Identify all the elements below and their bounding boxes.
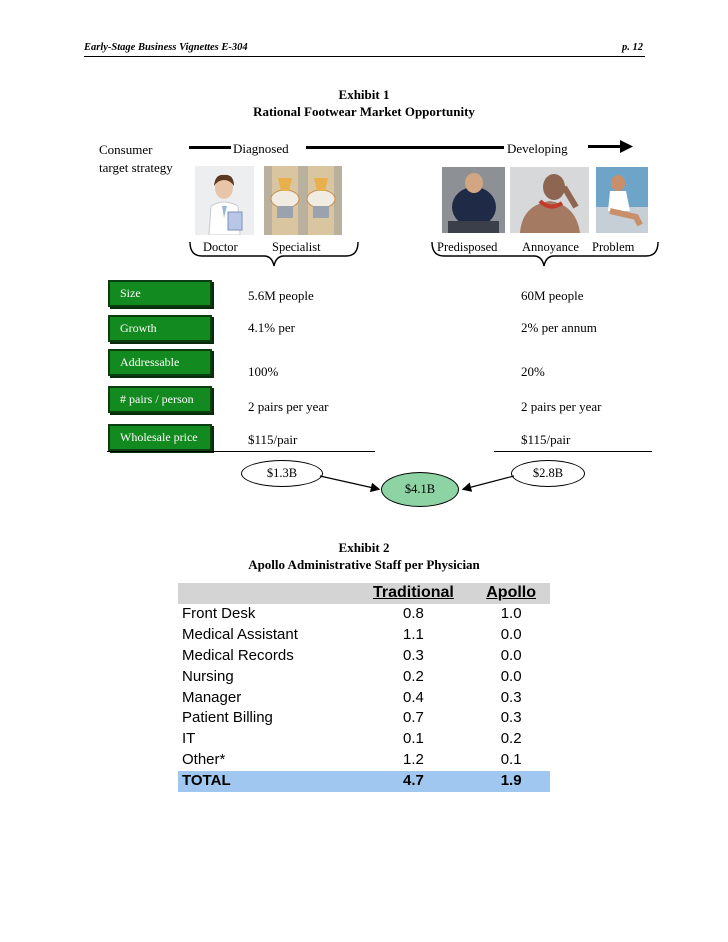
traditional-value: 1.1 <box>402 625 424 643</box>
growth-diagnosed: 4.1% per <box>248 320 295 335</box>
apollo-value: 0.1 <box>500 751 522 769</box>
addressable-developing: 20% <box>521 364 545 379</box>
label-doctor: Doctor <box>203 240 238 254</box>
header-blank <box>178 583 355 604</box>
size-developing: 60M people <box>521 288 584 303</box>
apollo-value: 0.2 <box>500 730 522 748</box>
total-apollo: 1.9 <box>472 771 550 792</box>
table-row <box>178 604 550 625</box>
sum-arrows <box>300 470 540 500</box>
price-developing: $115/pair <box>521 432 571 447</box>
exhibit2-number: Exhibit 2 <box>338 540 390 555</box>
grand-total-oval: $4.1B <box>381 472 459 507</box>
strategy-line-start <box>189 146 231 149</box>
row-label: Other* <box>182 751 226 769</box>
diagnosed-brace <box>186 236 362 272</box>
row-label: Manager <box>182 688 242 706</box>
label-annoyance: Annoyance <box>522 240 579 254</box>
total-traditional: 4.7 <box>355 771 473 792</box>
row-label: Front Desk <box>182 604 256 622</box>
metric-box-size: Size <box>108 280 212 307</box>
row-label: IT <box>182 730 196 748</box>
traditional-value: 0.8 <box>402 604 424 622</box>
pairs-developing: 2 pairs per year <box>521 399 602 414</box>
running-header-left: Early-Stage Business Vignettes E-304 <box>84 42 248 53</box>
specialist-knee-photo <box>264 166 342 235</box>
row-label: Nursing <box>182 667 234 685</box>
traditional-value: 0.1 <box>402 730 424 748</box>
traditional-value: 0.4 <box>402 688 424 706</box>
total-developing-oval: $2.8B <box>511 460 585 487</box>
apollo-value: 0.0 <box>500 667 522 685</box>
strategy-arrow-icon <box>588 139 634 155</box>
table-row <box>178 708 550 729</box>
column-traditional-label: Traditional <box>372 584 454 601</box>
strategy-label-line1: Consumer <box>99 142 153 157</box>
strategy-label-line2: target strategy <box>99 160 173 175</box>
annoyance-neck-pain-photo <box>510 167 589 233</box>
developing-sum-rule <box>494 451 652 452</box>
problem-injured-athlete-photo <box>596 167 648 233</box>
metric-box-price: Wholesale price <box>108 424 212 451</box>
apollo-value: 1.0 <box>500 604 522 622</box>
metric-box-addressable: Addressable <box>108 349 212 376</box>
apollo-value: 0.3 <box>500 688 522 706</box>
row-label: Medical Records <box>182 646 294 664</box>
diagnosed-sum-rule <box>107 451 375 452</box>
total-row <box>178 771 550 792</box>
label-predisposed: Predisposed <box>437 240 498 254</box>
apollo-value: 0.0 <box>500 625 522 643</box>
header-rule <box>84 56 645 57</box>
table-row <box>178 625 550 646</box>
label-problem: Problem <box>592 240 635 254</box>
addressable-diagnosed: 100% <box>248 364 279 379</box>
table-row <box>178 646 550 667</box>
row-label: Medical Assistant <box>182 625 298 643</box>
price-diagnosed: $115/pair <box>248 432 298 447</box>
staff-table-header <box>178 583 550 604</box>
column-apollo-label: Apollo <box>486 584 536 601</box>
column-traditional <box>355 583 473 604</box>
apollo-value: 0.0 <box>500 646 522 664</box>
strategy-line-middle <box>306 146 504 149</box>
page-number: p. 12 <box>622 42 643 53</box>
apollo-value: 0.3 <box>500 709 522 727</box>
metric-box-growth: Growth <box>108 315 212 342</box>
exhibit1-number: Exhibit 1 <box>338 87 390 102</box>
metric-box-pairs: # pairs / person <box>108 386 212 413</box>
column-apollo <box>472 583 550 604</box>
total-diagnosed-oval: $1.3B <box>241 460 323 487</box>
table-row <box>178 688 550 709</box>
doctor-photo <box>195 166 254 235</box>
traditional-value: 0.2 <box>402 667 424 685</box>
traditional-value: 0.7 <box>402 709 424 727</box>
table-row <box>178 729 550 750</box>
predisposed-person-photo <box>442 167 505 233</box>
exhibit1-title: Rational Footwear Market Opportunity <box>253 104 475 119</box>
size-diagnosed: 5.6M people <box>248 288 314 303</box>
table-row <box>178 667 550 688</box>
developing-brace <box>428 236 664 272</box>
traditional-value: 1.2 <box>402 751 424 769</box>
growth-developing: 2% per annum <box>521 320 597 335</box>
staff-table <box>178 583 550 792</box>
traditional-value: 0.3 <box>402 646 424 664</box>
pairs-diagnosed: 2 pairs per year <box>248 399 329 414</box>
table-row <box>178 750 550 771</box>
developing-label: Developing <box>507 141 568 156</box>
total-label: TOTAL <box>178 771 355 792</box>
row-label: Patient Billing <box>182 709 273 727</box>
label-specialist: Specialist <box>272 240 321 254</box>
exhibit2-title: Apollo Administrative Staff per Physician <box>248 557 480 572</box>
diagnosed-label: Diagnosed <box>233 141 289 156</box>
